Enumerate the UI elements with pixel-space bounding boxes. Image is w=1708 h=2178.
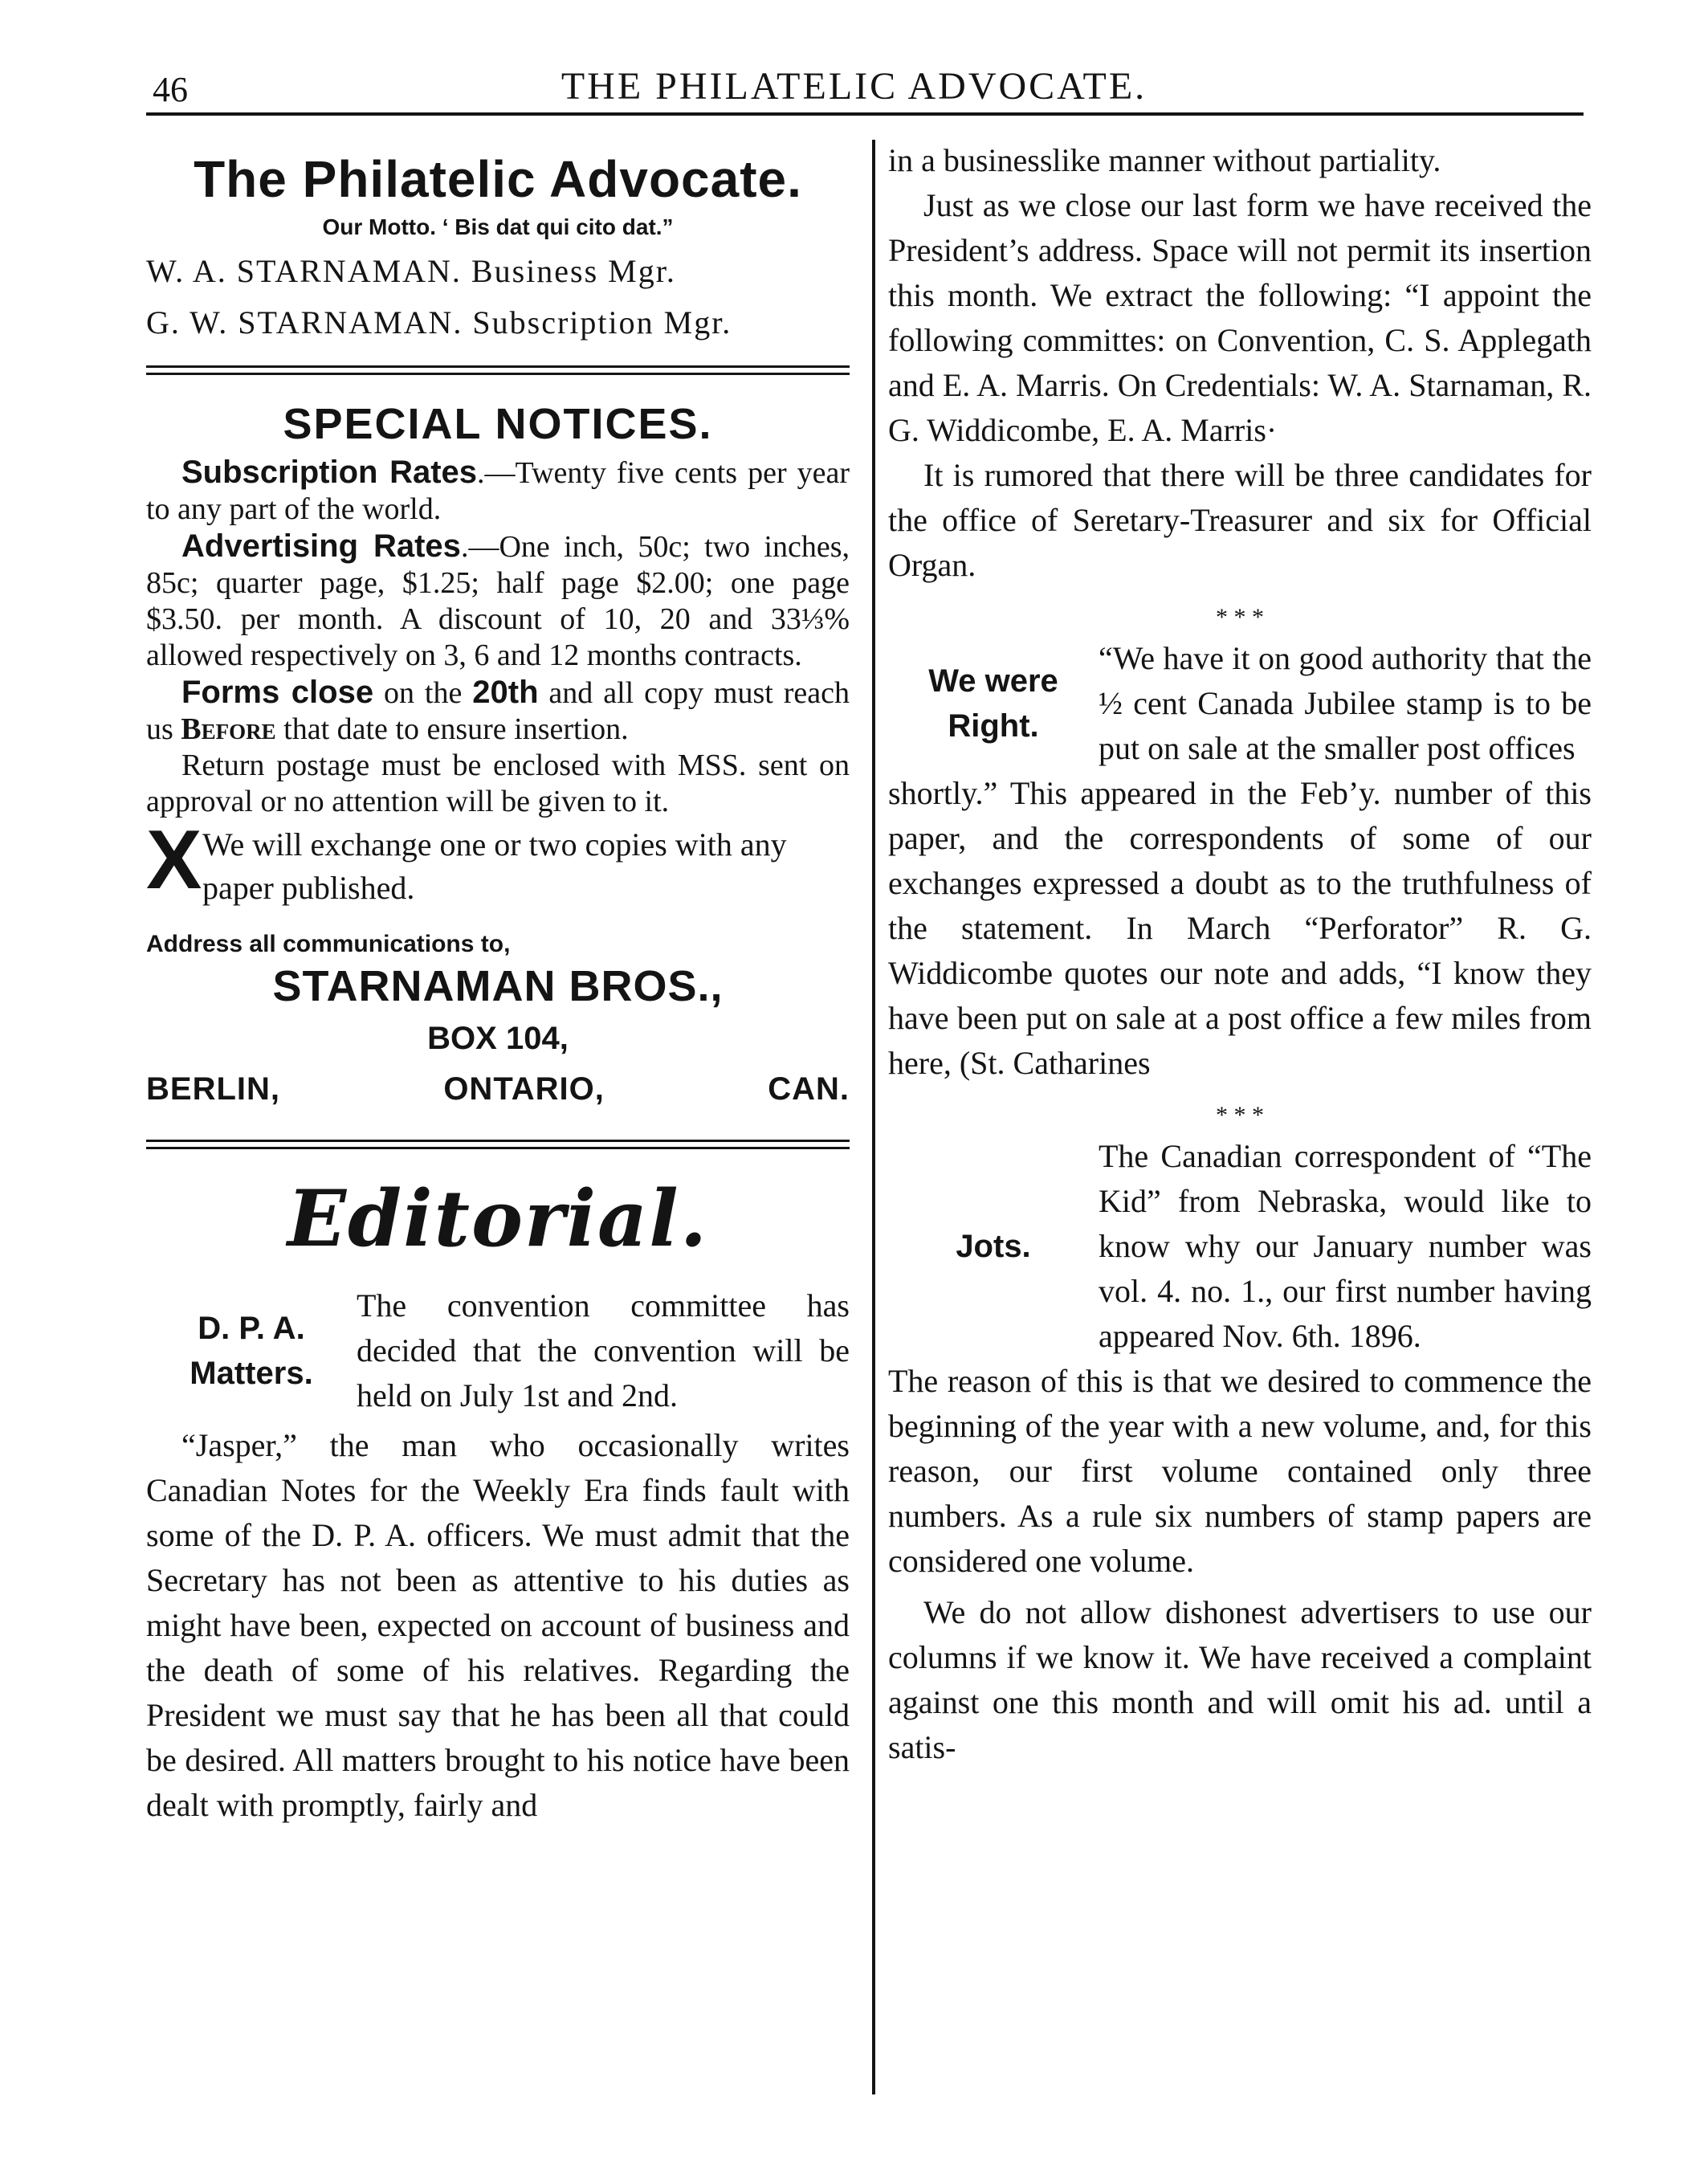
continued-paragraph: in a businesslike manner without partiality.: [888, 142, 1441, 178]
forms-close-before: Before: [181, 712, 276, 747]
address-label: Address all communications to,: [146, 930, 511, 957]
right-column: [888, 138, 1592, 1770]
special-notices-heading: SPECIAL NOTICES.: [283, 400, 713, 449]
exchange-mark: X: [146, 813, 202, 907]
section-stars: * * *: [1216, 604, 1264, 630]
forms-close-notice: [146, 674, 850, 748]
column-divider: [872, 140, 875, 2094]
rumor-paragraph: It is rumored that there will be three candidates for the office of Seretary-Treasurer and six for Official Organ.: [888, 457, 1592, 583]
subscription-manager: G. W. STARNAMAN. Subscription Mgr.: [146, 304, 732, 341]
business-manager: W. A. STARNAMAN. Business Mgr.: [146, 253, 676, 290]
motto: Our Motto. ‘ Bis dat qui cito dat.”: [322, 214, 674, 240]
return-postage-notice: Return postage must be enclosed with MSS. sent on approval or no attention will be given to it.: [146, 748, 850, 818]
forms-close-date: 20th: [472, 674, 539, 710]
divider-rule: [146, 365, 850, 375]
jots-item: [888, 1134, 1592, 1359]
address-city: BERLIN,: [146, 1071, 280, 1107]
exchange-notice: [146, 813, 850, 910]
dpa-matters-text: The convention committee has decided that the convention will be held on July 1st and 2nd.: [357, 1287, 850, 1413]
section-stars-2: * * *: [1216, 1102, 1264, 1128]
dpa-matters-item: [146, 1283, 850, 1418]
dishonest-advertisers-paragraph: We do not allow dishonest advertisers to use our columns if we know it. We have received a complaint against one this month and will omit his ad. until a satis-: [888, 1594, 1592, 1765]
forms-close-text: and all copy must reach us: [146, 675, 850, 747]
we-were-right-text: shortly.” This appeared in the Feb’y. number of this paper, and the correspondents of some of our exchanges expressed a doubt as to the truthfulness of the statement. In March “Perforator” R. G. Widdicombe quotes our note and adds, “I know they have been put on sale at a post office a few miles from here, (St. Catharines: [888, 775, 1592, 1081]
editorial-heading: Editorial.: [287, 1173, 709, 1264]
address-province: ONTARIO,: [443, 1071, 605, 1107]
address-line: [146, 1071, 850, 1107]
jasper-paragraph: “Jasper,” the man who occasionally writes Canadian Notes for the Weekly Era finds fault with some of the D. P. A. officers. We must admit that the Secretary has not been as attentive to his duties as might have been, expected on account of business and the death of some of his relatives. Regarding the President we must say that he has been all that could be desired. All matters brought to his notice have been dealt with promptly, fairly and: [146, 1426, 850, 1823]
exchange-text: We will exchange one or two copies with any paper published.: [202, 826, 787, 906]
advertising-rates-lead: Advertising Rates: [181, 528, 461, 565]
divider-rule-2: [146, 1140, 850, 1149]
subscription-rates-lead: Subscription Rates: [181, 455, 478, 491]
running-title: THE PHILATELIC ADVOCATE.: [561, 65, 1147, 108]
header-rule: [146, 112, 1584, 116]
forms-close-lead: Forms close: [181, 674, 374, 710]
subscription-rates-text: .—Twenty five cents per year to any part of the world.: [146, 456, 850, 527]
we-were-right-heading: We were Right.: [928, 663, 1058, 744]
we-were-right-item: [888, 636, 1592, 771]
company-name: STARNAMAN BROS.,: [272, 961, 724, 1010]
jots-side-text: The Canadian correspondent of “The Kid” from Nebraska, would like to know why our January number was vol. 4. no. 1., our first number having appeared Nov. 6th. 1896.: [1099, 1138, 1592, 1354]
box-number: BOX 104,: [427, 1020, 569, 1056]
address-country: CAN.: [768, 1071, 850, 1107]
we-were-right-side-text: “We have it on good authority that the ½ cent Canada Jubilee stamp is to be put on sale at the smaller post offices: [1099, 640, 1592, 766]
jots-heading: Jots.: [956, 1229, 1031, 1264]
masthead: The Philatelic Advocate.: [194, 150, 802, 208]
left-column: [146, 138, 850, 1828]
forms-close-text-end: that date to ensure insertion.: [275, 712, 629, 747]
page-number: 46: [153, 70, 188, 109]
jots-text: The reason of this is that we desired to commence the beginning of the year with a new volume, and, for this reason, our first volume contained only three numbers. As a rule six numbers of stamp papers are considered one volume.: [888, 1363, 1592, 1579]
dpa-matters-heading: D. P. A. Matters.: [190, 1310, 313, 1391]
advertising-rates: [146, 528, 850, 674]
forms-close-mid: on the: [373, 675, 473, 710]
advertising-rates-text: .—One inch, 50c; two inches, 85c; quarter page, $1.25; half page $2.00; one page $3.50. per month. A discount of 10, 20 and 33⅓% allowed respectively on 3, 6 and 12 months contracts.: [146, 530, 850, 673]
subscription-rates: [146, 454, 850, 528]
president-paragraph: Just as we close our last form we have received the President’s address. Space will not permit its insertion this month. We extract the following: “I appoint the following committes: on Convention, C. S. Applegath and E. A. Marris. On Credentials: W. A. Starnaman, R. G. Widdicombe, E. A. Marris·: [888, 187, 1592, 448]
